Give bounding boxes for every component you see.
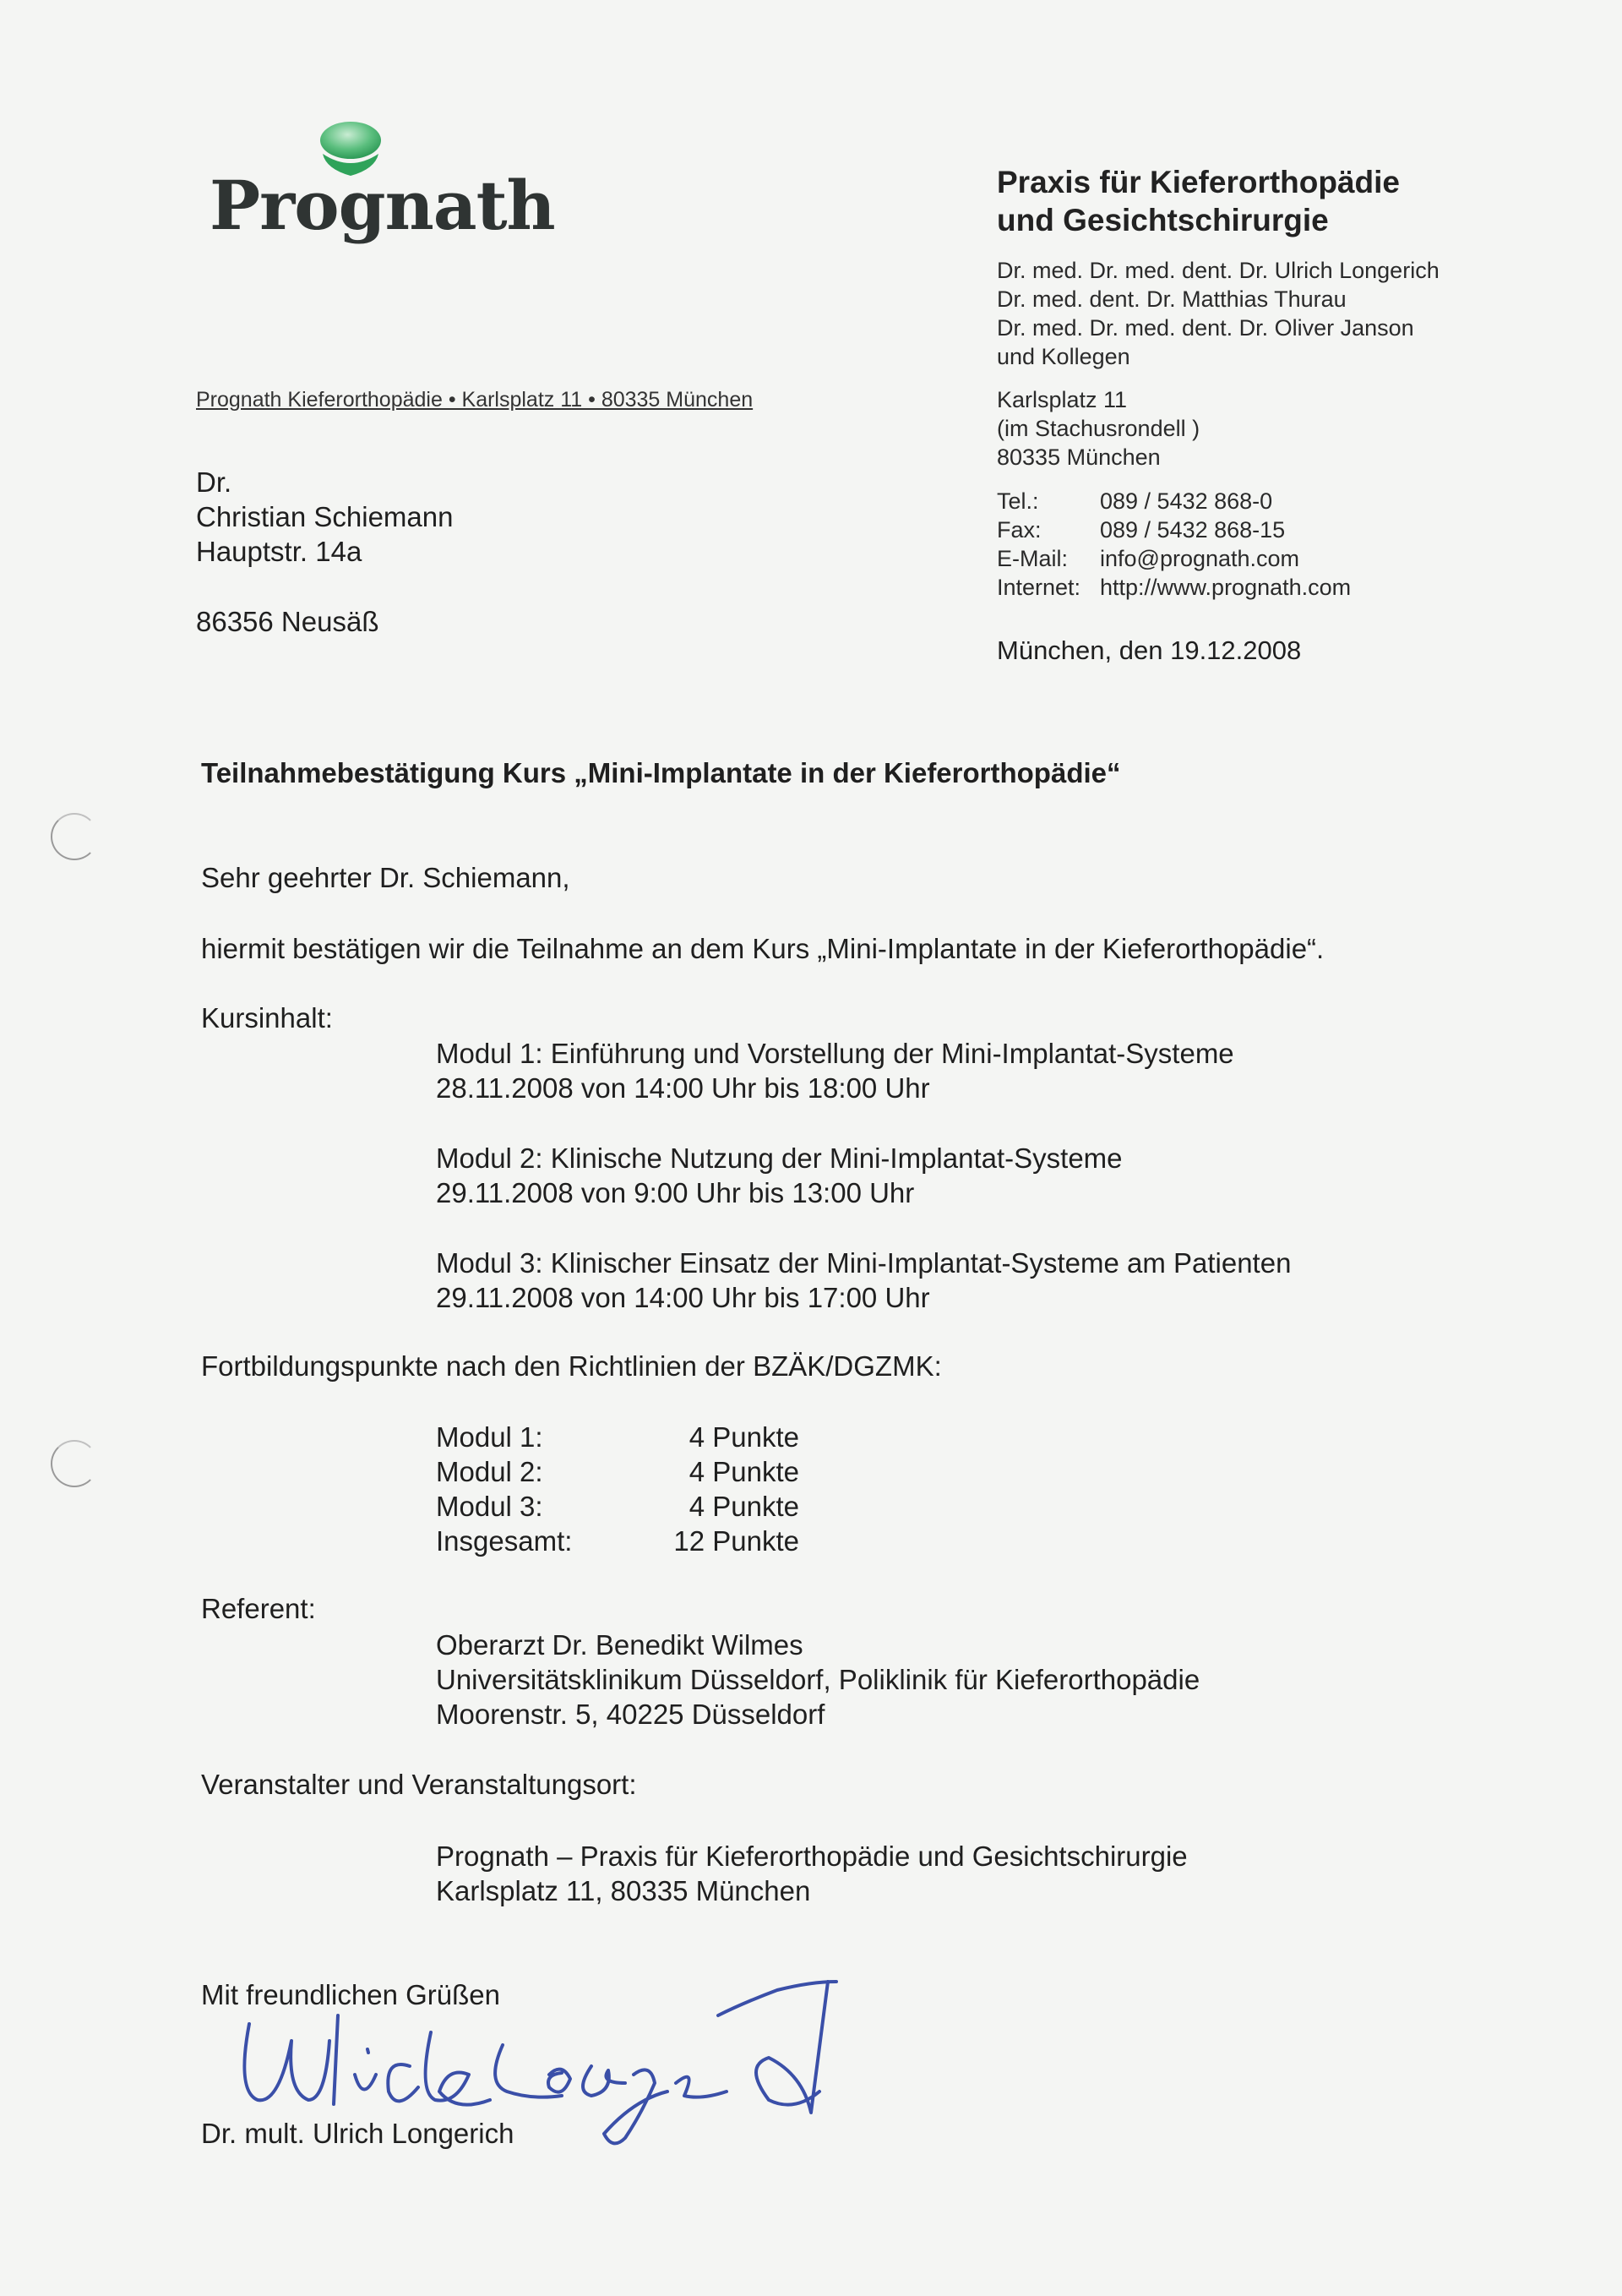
points-row-total [436, 1524, 799, 1558]
points-row [436, 1489, 799, 1524]
closing-greeting: Mit freundlichen Grüßen [201, 1979, 500, 2010]
points-row-value: 4 Punkte [689, 1456, 799, 1487]
points-table [436, 1420, 799, 1558]
points-row [436, 1454, 799, 1489]
points-row-label: Modul 3: [436, 1491, 543, 1522]
referent-label: Referent: [201, 1593, 316, 1624]
recipient-title: Dr. [196, 466, 232, 498]
intro-paragraph: hiermit bestätigen wir die Teilnahme an dem Kurs „Mini-Implantate in der Kieferorthopädie“. [201, 933, 1325, 964]
salutation: Sehr geehrter Dr. Schiemann, [201, 862, 570, 893]
points-row-value: 4 Punkte [689, 1491, 799, 1522]
referent-line: Moorenstr. 5, 40225 Düsseldorf [436, 1699, 825, 1730]
contact-label: Tel.: [997, 488, 1039, 514]
recipient-address [196, 465, 453, 639]
venue-line: Karlsplatz 11, 80335 München [436, 1875, 811, 1906]
letter-subject: Teilnahmebestätigung Kurs „Mini-Implantate in der Kieferorthopädie“ [201, 757, 1121, 788]
module-time: 29.11.2008 von 9:00 Uhr bis 13:00 Uhr [436, 1177, 915, 1208]
signer-name: Dr. mult. Ulrich Longerich [201, 2118, 514, 2149]
points-row [436, 1420, 799, 1454]
sender-return-line: Prognath Kieferorthopädie • Karlsplatz 11 • 80335 München [196, 388, 754, 412]
doctor-line: Dr. med. Dr. med. dent. Dr. Oliver Janson [997, 315, 1414, 341]
points-row-label: Modul 2: [436, 1456, 543, 1487]
firm-name [997, 163, 1400, 239]
contact-row-fax [997, 515, 1351, 544]
course-content-label: Kursinhalt: [201, 1002, 333, 1033]
address-line: Karlsplatz 11 [997, 387, 1128, 412]
venue-line: Prognath – Praxis für Kieferorthopädie und Gesichtschirurgie [436, 1841, 1188, 1872]
referent-line: Oberarzt Dr. Benedikt Wilmes [436, 1629, 803, 1661]
module-time: 28.11.2008 von 14:00 Uhr bis 18:00 Uhr [436, 1072, 930, 1104]
contact-label: E-Mail: [997, 546, 1069, 571]
firm-name-line-1: Praxis für Kieferorthopädie [997, 165, 1401, 199]
points-row-value: 4 Punkte [689, 1421, 799, 1453]
address-line: 80335 München [997, 444, 1161, 470]
contact-label: Internet: [997, 575, 1081, 600]
module-title: Modul 2: Klinische Nutzung der Mini-Implantat-Systeme [436, 1143, 1123, 1174]
contact-row-email [997, 544, 1351, 573]
firm-name-line-2: und Gesichtschirurgie [997, 203, 1329, 237]
module-entry [436, 1246, 1291, 1315]
module-title: Modul 3: Klinischer Einsatz der Mini-Implantat-Systeme am Patienten [436, 1247, 1292, 1279]
doctor-list [997, 256, 1440, 371]
contact-value: 089 / 5432 868-0 [1100, 488, 1273, 514]
venue-label: Veranstalter und Veranstaltungsort: [201, 1769, 637, 1800]
punch-hole [51, 813, 98, 860]
firm-address [997, 385, 1200, 472]
contact-row-phone [997, 487, 1351, 515]
contact-value: info@prognath.com [1100, 546, 1300, 571]
contact-value: 089 / 5432 868-15 [1100, 517, 1286, 543]
contact-value: http://www.prognath.com [1100, 575, 1352, 600]
doctor-line: und Kollegen [997, 344, 1130, 369]
letter-date: München, den 19.12.2008 [997, 635, 1302, 665]
points-row-value: 12 Punkte [673, 1525, 799, 1557]
recipient-street: Hauptstr. 14a [196, 536, 362, 567]
referent-line: Universitätsklinikum Düsseldorf, Poliklinik für Kieferorthopädie [436, 1664, 1200, 1695]
contact-row-internet [997, 573, 1351, 602]
punch-hole [51, 1440, 98, 1487]
venue-block [436, 1839, 1188, 1908]
contact-label: Fax: [997, 517, 1042, 543]
module-entry [436, 1036, 1234, 1105]
points-label: Fortbildungspunkte nach den Richtlinien der BZÄK/DGZMK: [201, 1350, 942, 1382]
contact-block [997, 487, 1351, 602]
address-line: (im Stachusrondell ) [997, 416, 1200, 441]
referent-block [436, 1628, 1200, 1732]
logo-wordmark: Prognath [210, 166, 555, 245]
module-time: 29.11.2008 von 14:00 Uhr bis 17:00 Uhr [436, 1282, 930, 1313]
recipient-city: 86356 Neusäß [196, 606, 379, 637]
recipient-name: Christian Schiemann [196, 501, 454, 532]
module-entry [436, 1141, 1123, 1210]
doctor-line: Dr. med. dent. Dr. Matthias Thurau [997, 286, 1347, 312]
module-title: Modul 1: Einführung und Vorstellung der Mini-Implantat-Systeme [436, 1038, 1234, 1069]
points-row-label: Insgesamt: [436, 1525, 573, 1557]
doctor-line: Dr. med. Dr. med. dent. Dr. Ulrich Longerich [997, 258, 1440, 283]
points-row-label: Modul 1: [436, 1421, 543, 1453]
